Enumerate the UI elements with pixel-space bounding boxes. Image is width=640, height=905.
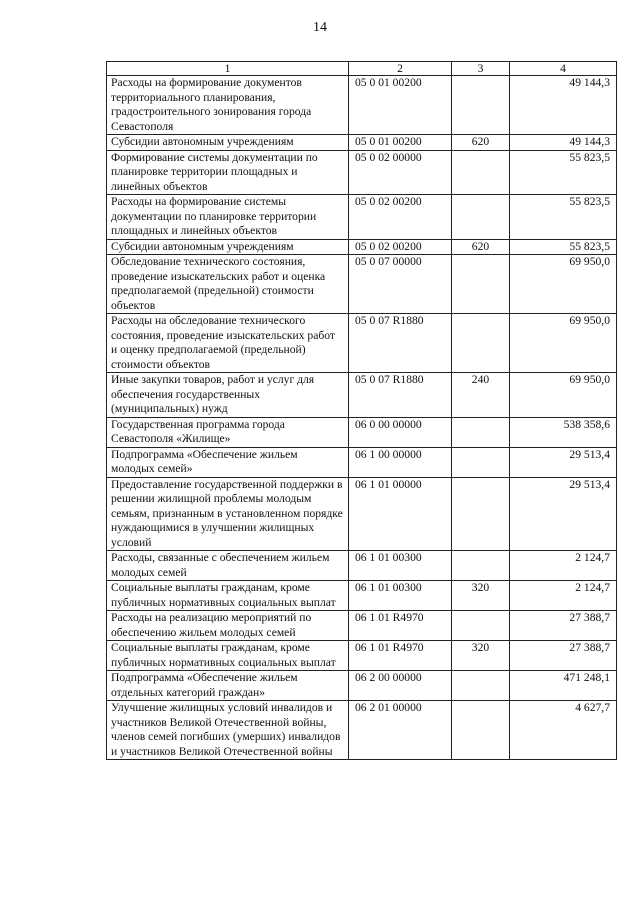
header-col-4: 4	[510, 62, 617, 76]
target-code-cell: 05 0 01 00200	[349, 76, 452, 135]
amount-cell: 538 358,6	[510, 417, 617, 447]
expense-type-cell: 620	[452, 135, 510, 151]
expense-name-cell: Расходы на формирование системы документации по планировке территории площадных и линейных объектов	[107, 195, 349, 240]
expense-name-cell: Социальные выплаты гражданам, кроме публичных нормативных социальных выплат	[107, 641, 349, 671]
expense-name-cell: Субсидии автономным учреждениям	[107, 135, 349, 151]
table-row	[107, 314, 617, 373]
target-code-cell: 06 1 01 R4970	[349, 611, 452, 641]
expense-name-cell: Субсидии автономным учреждениям	[107, 239, 349, 255]
expense-type-cell	[452, 195, 510, 240]
expense-type-cell: 240	[452, 373, 510, 418]
amount-cell: 29 513,4	[510, 477, 617, 551]
expense-type-cell	[452, 255, 510, 314]
table-row	[107, 641, 617, 671]
budget-table	[106, 61, 617, 760]
table-row	[107, 447, 617, 477]
amount-cell: 69 950,0	[510, 373, 617, 418]
expense-name-cell: Иные закупки товаров, работ и услуг для обеспечения государственных (муниципальных) нужд	[107, 373, 349, 418]
target-code-cell: 05 0 07 00000	[349, 255, 452, 314]
expense-type-cell	[452, 417, 510, 447]
amount-cell: 4 627,7	[510, 701, 617, 760]
target-code-cell: 06 1 01 00300	[349, 581, 452, 611]
expense-type-cell	[452, 477, 510, 551]
target-code-cell: 05 0 07 R1880	[349, 314, 452, 373]
table-body	[107, 76, 617, 760]
expense-type-cell	[452, 150, 510, 195]
target-code-cell: 05 0 02 00000	[349, 150, 452, 195]
table-row	[107, 150, 617, 195]
target-code-cell: 06 0 00 00000	[349, 417, 452, 447]
header-col-3: 3	[452, 62, 510, 76]
table-row	[107, 195, 617, 240]
amount-cell: 55 823,5	[510, 239, 617, 255]
amount-cell: 471 248,1	[510, 671, 617, 701]
table-row	[107, 581, 617, 611]
target-code-cell: 06 1 01 R4970	[349, 641, 452, 671]
amount-cell: 69 950,0	[510, 255, 617, 314]
expense-name-cell: Подпрограмма «Обеспечение жильем молодых семей»	[107, 447, 349, 477]
table-row	[107, 417, 617, 447]
expense-name-cell: Расходы на обследование технического состояния, проведение изыскательских работ и оценку предполагаемой (предельной) стоимости объектов	[107, 314, 349, 373]
expense-name-cell: Расходы на формирование документов территориального планирования, градостроительного зонирования города Севастополя	[107, 76, 349, 135]
target-code-cell: 05 0 07 R1880	[349, 373, 452, 418]
expense-type-cell: 320	[452, 641, 510, 671]
table-row	[107, 671, 617, 701]
expense-type-cell	[452, 701, 510, 760]
expense-name-cell: Улучшение жилищных условий инвалидов и участников Великой Отечественной войны, членов семей погибших (умерших) инвалидов и участников Великой Отечественной войны	[107, 701, 349, 760]
amount-cell: 29 513,4	[510, 447, 617, 477]
expense-type-cell	[452, 447, 510, 477]
table-row	[107, 701, 617, 760]
header-col-2: 2	[349, 62, 452, 76]
header-col-1: 1	[107, 62, 349, 76]
table-row	[107, 76, 617, 135]
expense-name-cell: Государственная программа города Севастополя «Жилище»	[107, 417, 349, 447]
expense-type-cell: 320	[452, 581, 510, 611]
target-code-cell: 06 2 01 00000	[349, 701, 452, 760]
target-code-cell: 05 0 02 00200	[349, 239, 452, 255]
expense-type-cell: 620	[452, 239, 510, 255]
expense-name-cell: Расходы на реализацию мероприятий по обеспечению жильем молодых семей	[107, 611, 349, 641]
target-code-cell: 06 1 00 00000	[349, 447, 452, 477]
amount-cell: 49 144,3	[510, 135, 617, 151]
expense-name-cell: Предоставление государственной поддержки в решении жилищной проблемы молодым семьям, признанным в установленном порядке нуждающимися в улучшении жилищных условий	[107, 477, 349, 551]
table-row	[107, 239, 617, 255]
expense-name-cell: Подпрограмма «Обеспечение жильем отдельных категорий граждан»	[107, 671, 349, 701]
expense-type-cell	[452, 671, 510, 701]
amount-cell: 2 124,7	[510, 581, 617, 611]
expense-type-cell	[452, 551, 510, 581]
amount-cell: 69 950,0	[510, 314, 617, 373]
expense-type-cell	[452, 314, 510, 373]
amount-cell: 55 823,5	[510, 150, 617, 195]
table-row	[107, 135, 617, 151]
table-row	[107, 611, 617, 641]
amount-cell: 27 388,7	[510, 641, 617, 671]
table-row	[107, 373, 617, 418]
table-row	[107, 477, 617, 551]
target-code-cell: 05 0 02 00200	[349, 195, 452, 240]
expense-type-cell	[452, 76, 510, 135]
amount-cell: 55 823,5	[510, 195, 617, 240]
expense-name-cell: Социальные выплаты гражданам, кроме публичных нормативных социальных выплат	[107, 581, 349, 611]
target-code-cell: 05 0 01 00200	[349, 135, 452, 151]
table-row	[107, 551, 617, 581]
expense-name-cell: Формирование системы документации по планировке территории площадных и линейных объектов	[107, 150, 349, 195]
expense-type-cell	[452, 611, 510, 641]
amount-cell: 2 124,7	[510, 551, 617, 581]
target-code-cell: 06 1 01 00300	[349, 551, 452, 581]
expense-name-cell: Расходы, связанные с обеспечением жильем молодых семей	[107, 551, 349, 581]
expense-name-cell: Обследование технического состояния, проведение изыскательских работ и оценка предполагаемой (предельной) стоимости объектов	[107, 255, 349, 314]
target-code-cell: 06 1 01 00000	[349, 477, 452, 551]
page-number: 14	[313, 20, 327, 35]
header-row	[107, 62, 617, 76]
amount-cell: 49 144,3	[510, 76, 617, 135]
target-code-cell: 06 2 00 00000	[349, 671, 452, 701]
amount-cell: 27 388,7	[510, 611, 617, 641]
table-row	[107, 255, 617, 314]
